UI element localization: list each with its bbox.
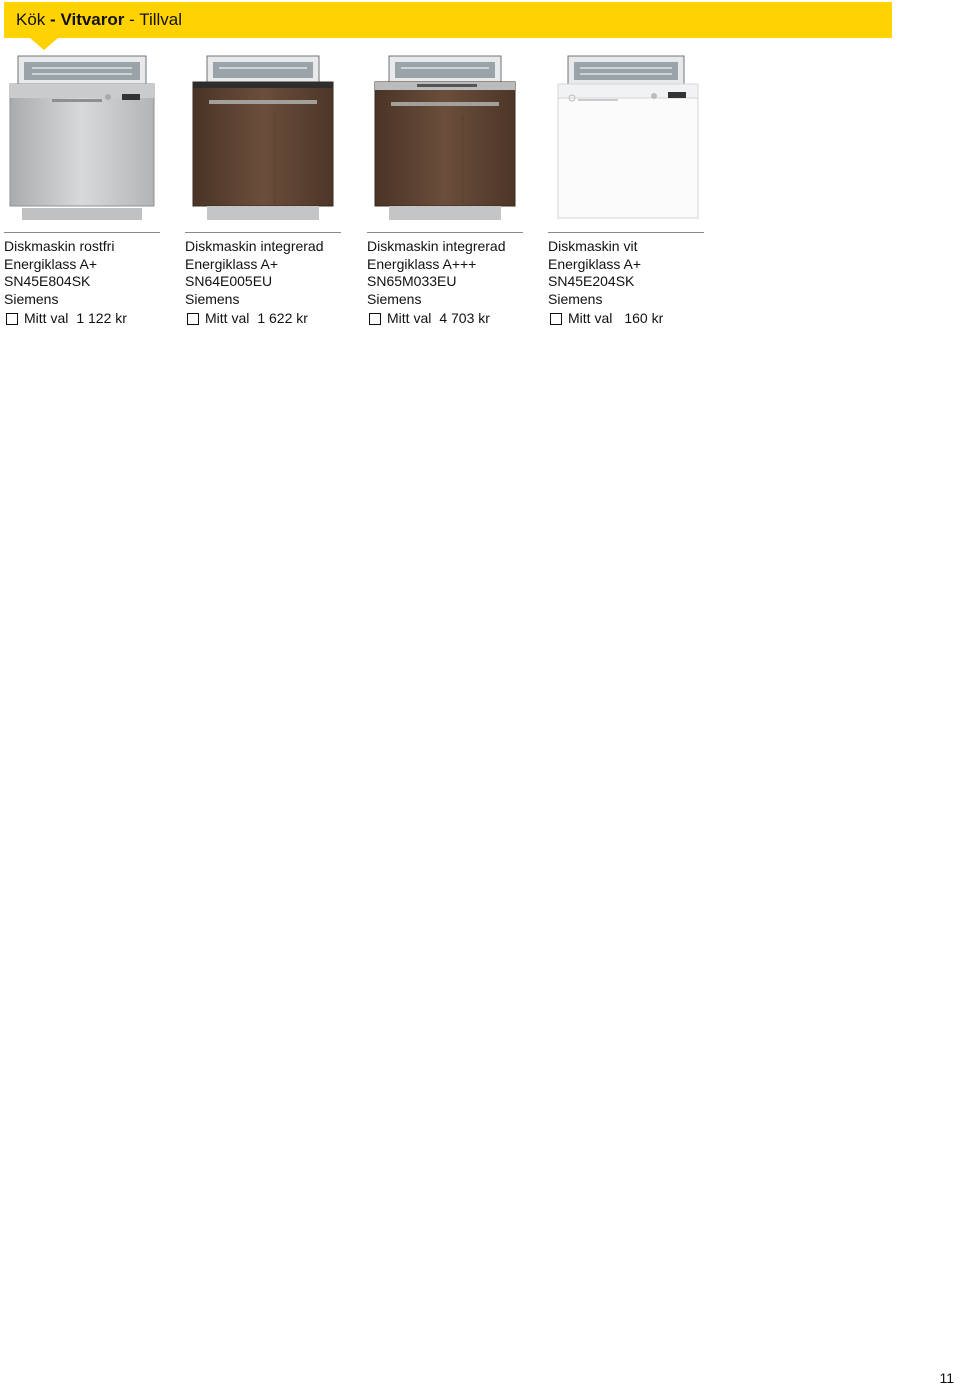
header-subtitle: Tillval bbox=[139, 10, 183, 29]
dishwasher-image bbox=[185, 54, 341, 222]
product-name: Diskmaskin integrerad bbox=[185, 238, 324, 254]
header-separator: - bbox=[50, 10, 56, 29]
brand: Siemens bbox=[185, 290, 240, 307]
price: 1 622 kr bbox=[257, 310, 308, 326]
product-name: Diskmaskin vit bbox=[548, 238, 638, 254]
product-name: Diskmaskin integrerad bbox=[367, 238, 506, 254]
page-number: 11 bbox=[939, 1370, 954, 1386]
energy-class: Energiklass A+ bbox=[548, 255, 641, 272]
divider bbox=[185, 232, 341, 233]
choice-label: Mitt val bbox=[24, 310, 69, 326]
divider bbox=[4, 232, 160, 233]
choice-label: Mitt val bbox=[205, 310, 250, 326]
header-category: Vitvaror bbox=[60, 10, 125, 29]
model-number: SN45E804SK bbox=[4, 273, 91, 289]
divider bbox=[367, 232, 523, 233]
choice-label: Mitt val bbox=[387, 310, 432, 326]
product-card bbox=[4, 54, 160, 334]
brand: Siemens bbox=[4, 290, 59, 307]
product-card bbox=[548, 54, 704, 334]
product-info bbox=[548, 238, 641, 308]
brand: Siemens bbox=[548, 290, 603, 307]
header-pointer-arrow bbox=[30, 38, 58, 50]
price: 160 kr bbox=[624, 310, 664, 326]
model-number: SN65M033EU bbox=[367, 273, 457, 289]
energy-class: Energiklass A+ bbox=[4, 255, 97, 272]
section-header bbox=[4, 2, 892, 38]
divider bbox=[548, 232, 704, 233]
product-info bbox=[4, 238, 114, 308]
page-title bbox=[16, 10, 182, 30]
energy-class: Energiklass A+++ bbox=[367, 255, 477, 272]
product-card bbox=[185, 54, 341, 334]
header-separator: - bbox=[129, 10, 135, 29]
dishwasher-image bbox=[4, 54, 160, 222]
choice-row bbox=[4, 310, 127, 327]
choice-row bbox=[185, 310, 308, 327]
choice-label: Mitt val bbox=[568, 310, 613, 326]
model-number: SN64E005EU bbox=[185, 273, 273, 289]
product-info bbox=[367, 238, 506, 308]
choice-checkbox[interactable] bbox=[6, 313, 18, 325]
choice-row bbox=[548, 310, 663, 327]
choice-checkbox[interactable] bbox=[550, 313, 562, 325]
choice-row bbox=[367, 310, 490, 327]
product-info bbox=[185, 238, 324, 308]
price: 4 703 kr bbox=[439, 310, 490, 326]
model-number: SN45E204SK bbox=[548, 273, 635, 289]
header-section: Kök bbox=[16, 10, 46, 29]
price: 1 122 kr bbox=[76, 310, 127, 326]
product-name: Diskmaskin rostfri bbox=[4, 238, 115, 254]
energy-class: Energiklass A+ bbox=[185, 255, 278, 272]
choice-checkbox[interactable] bbox=[187, 313, 199, 325]
brand: Siemens bbox=[367, 290, 422, 307]
dishwasher-image bbox=[548, 54, 704, 222]
dishwasher-image bbox=[367, 54, 523, 222]
choice-checkbox[interactable] bbox=[369, 313, 381, 325]
product-list bbox=[4, 54, 724, 344]
product-card bbox=[367, 54, 523, 334]
